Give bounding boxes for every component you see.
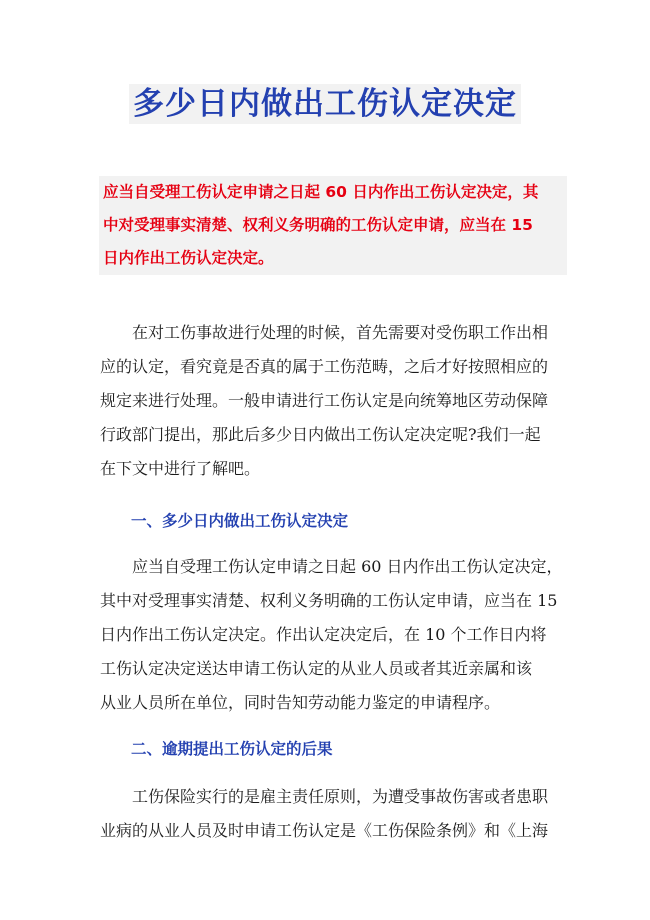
summary-line: 应当自受理工伤认定申请之日起 60 日内作出工伤认定决定，其: [103, 183, 539, 201]
section1-line: 从业人员所在单位，同时告知劳动能力鉴定的申请程序。: [100, 693, 501, 712]
section1-heading: 一、多少日内做出工伤认定决定: [131, 512, 349, 530]
summary-line: 日内作出工伤认定决定。: [103, 249, 274, 267]
intro-paragraph: [100, 316, 560, 486]
section2-heading: 二、逾期提出工伤认定的后果: [131, 740, 333, 758]
document-title: 多少日内做出工伤认定决定: [129, 84, 521, 124]
intro-line: 在对工伤事故进行处理的时候，首先需要对受伤职工作出相: [132, 323, 549, 342]
section1-paragraph: [100, 550, 563, 720]
section2-paragraph: [100, 780, 560, 848]
intro-line: 规定来进行处理。一般申请进行工伤认定是向统筹地区劳动保障: [100, 391, 549, 410]
section2-line: 业病的从业人员及时申请工伤认定是《工伤保险条例》和《上海: [100, 821, 549, 840]
title-wrap: [0, 84, 650, 124]
section1-line: 工伤认定决定送达申请工伤认定的从业人员或者其近亲属和该: [100, 659, 533, 678]
section1-line: 日内作出工伤认定决定。作出认定决定后，在 10 个工作日内将: [100, 625, 547, 644]
summary-line: 中对受理事实清楚、权利义务明确的工伤认定申请，应当在 15: [103, 216, 533, 234]
section1-line: 应当自受理工伤认定申请之日起 60 日内作出工伤认定决定，: [132, 557, 563, 576]
section2-line: 工伤保险实行的是雇主责任原则，为遭受事故伤害或者患职: [132, 787, 549, 806]
intro-line: 行政部门提出，那此后多少日内做出工伤认定决定呢?我们一起: [100, 425, 541, 444]
section1-line: 其中对受理事实清楚、权利义务明确的工伤认定申请，应当在 15: [100, 591, 558, 610]
summary-highlight: [99, 176, 567, 275]
intro-line: 应的认定，看究竟是否真的属于工伤范畴，之后才好按照相应的: [100, 357, 549, 376]
intro-line: 在下文中进行了解吧。: [100, 459, 261, 478]
